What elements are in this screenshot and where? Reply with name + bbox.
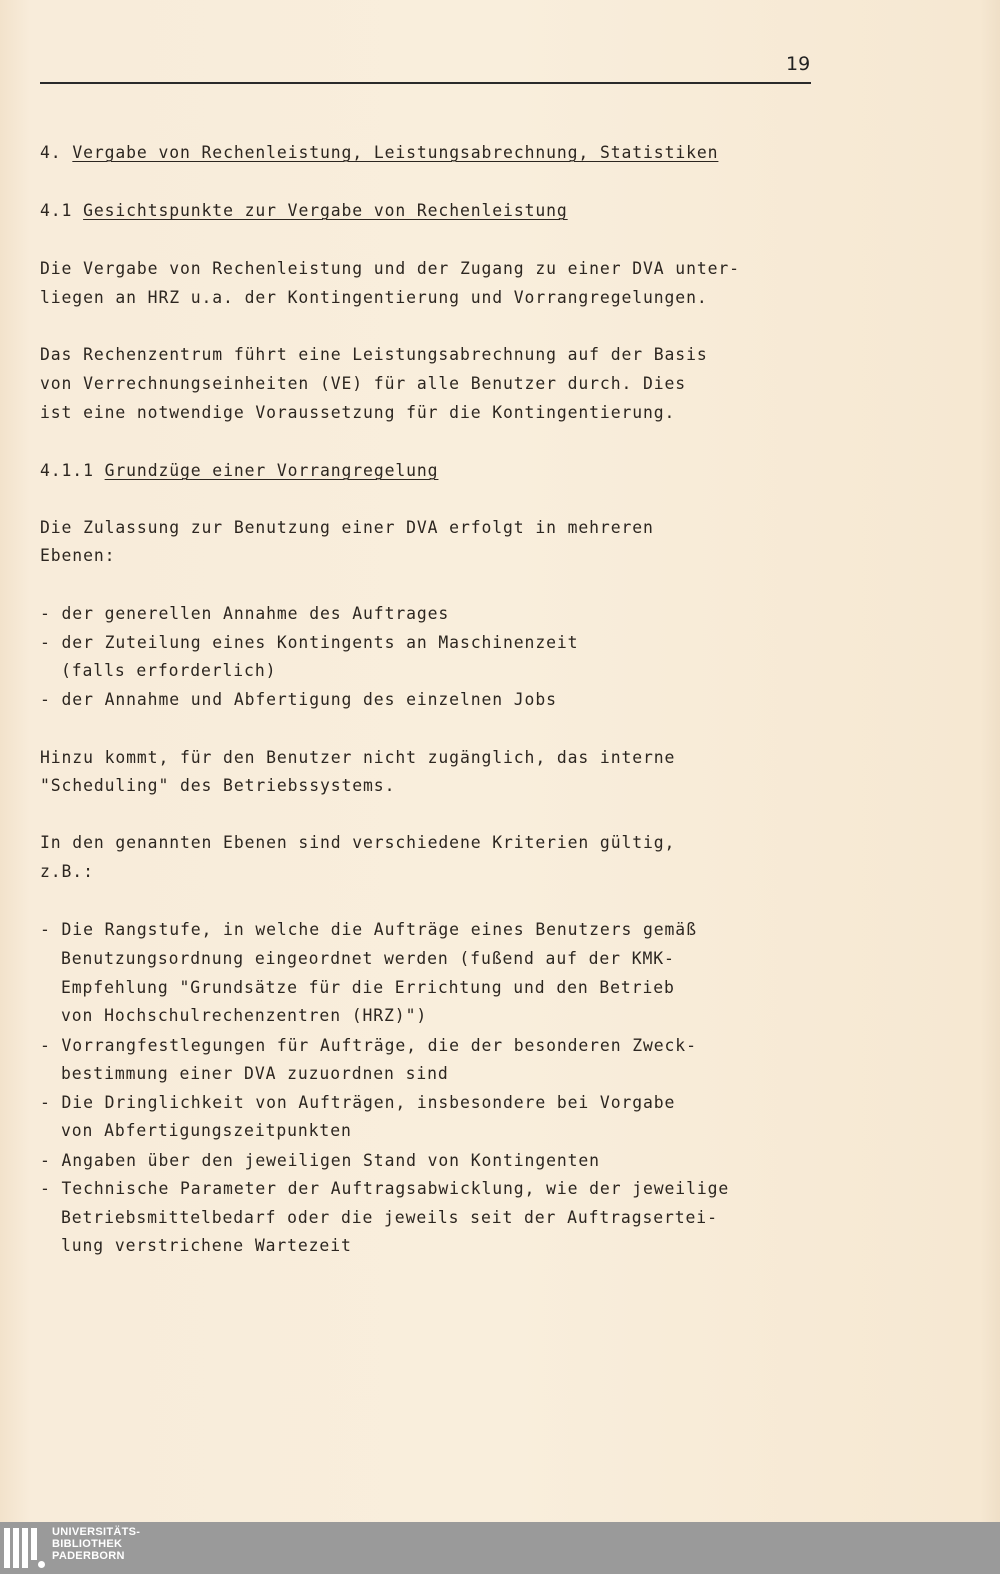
heading-section-4-1-number: 4.1 xyxy=(40,201,73,220)
list-2-item: - Die Rangstufe, in welche die Aufträge eines Benutzers gemäß xyxy=(40,920,697,939)
paragraph-2-line: ist eine notwendige Voraussetzung für die Kontingentierung. xyxy=(40,403,676,422)
library-logo-icon xyxy=(4,1528,46,1568)
library-logo-text xyxy=(52,1526,140,1562)
heading-section-4-1 xyxy=(40,201,568,220)
library-logo-line: BIBLIOTHEK xyxy=(52,1538,123,1550)
list-2-item: - Angaben über den jeweiligen Stand von Kontingenten xyxy=(40,1151,600,1170)
header-rule xyxy=(40,82,811,84)
heading-section-4-1-1 xyxy=(40,461,438,480)
paragraph-1-line: liegen an HRZ u.a. der Kontingentierung und Vorrangregelungen. xyxy=(40,288,708,307)
paragraph-4-line: "Scheduling" des Betriebssystems. xyxy=(40,776,396,795)
paragraph-2-line: Das Rechenzentrum führt eine Leistungsabrechnung auf der Basis xyxy=(40,345,708,364)
list-2-item: - Die Dringlichkeit von Aufträgen, insbesondere bei Vorgabe xyxy=(40,1093,676,1112)
heading-section-4-1-title: Gesichtspunkte zur Vergabe von Rechenleistung xyxy=(83,201,568,220)
library-logo-line: PADERBORN xyxy=(52,1550,125,1562)
list-2-item-continuation: Empfehlung "Grundsätze für die Errichtung und den Betrieb xyxy=(61,978,675,997)
library-footer-bar xyxy=(0,1522,1000,1574)
list-2-item-continuation: Betriebsmittelbedarf oder die jeweils seit der Auftragsertei- xyxy=(61,1208,718,1227)
list-2-item-continuation: lung verstrichene Wartezeit xyxy=(61,1236,352,1255)
list-2-item-continuation: bestimmung einer DVA zuzuordnen sind xyxy=(61,1064,449,1083)
heading-section-4-number: 4. xyxy=(40,143,62,162)
list-2-item: - Vorrangfestlegungen für Aufträge, die der besonderen Zweck- xyxy=(40,1036,697,1055)
heading-section-4-1-1-title: Grundzüge einer Vorrangregelung xyxy=(104,461,439,480)
paragraph-5-line: z.B.: xyxy=(40,862,94,881)
list-1-item: - der Annahme und Abfertigung des einzelnen Jobs xyxy=(40,690,557,709)
heading-section-4-title: Vergabe von Rechenleistung, Leistungsabrechnung, Statistiken xyxy=(72,143,719,162)
paragraph-3-line: Die Zulassung zur Benutzung einer DVA erfolgt in mehreren xyxy=(40,518,654,537)
paragraph-2-line: von Verrechnungseinheiten (VE) für alle Benutzer durch. Dies xyxy=(40,374,687,393)
heading-section-4 xyxy=(40,143,718,162)
list-2-item-continuation: von Hochschulrechenzentren (HRZ)") xyxy=(61,1006,428,1025)
paragraph-4-line: Hinzu kommt, für den Benutzer nicht zugänglich, das interne xyxy=(40,748,676,767)
list-2-item-continuation: Benutzungsordnung eingeordnet werden (fußend auf der KMK- xyxy=(61,949,675,968)
list-1-item: - der Zuteilung eines Kontingents an Maschinenzeit xyxy=(40,633,579,652)
page-number: 19 xyxy=(786,53,811,75)
paragraph-3-line: Ebenen: xyxy=(40,546,116,565)
list-1-item-continuation: (falls erforderlich) xyxy=(61,661,277,680)
list-1-item: - der generellen Annahme des Auftrages xyxy=(40,604,450,623)
list-2-item: - Technische Parameter der Auftragsabwicklung, wie der jeweilige xyxy=(40,1179,730,1198)
list-2-item-continuation: von Abfertigungszeitpunkten xyxy=(61,1121,352,1140)
heading-section-4-1-1-number: 4.1.1 xyxy=(40,461,94,480)
library-logo-line: UNIVERSITÄTS- xyxy=(52,1526,141,1538)
paragraph-1-line: Die Vergabe von Rechenleistung und der Zugang zu einer DVA unter- xyxy=(40,259,740,278)
paragraph-5-line: In den genannten Ebenen sind verschiedene Kriterien gültig, xyxy=(40,833,676,852)
